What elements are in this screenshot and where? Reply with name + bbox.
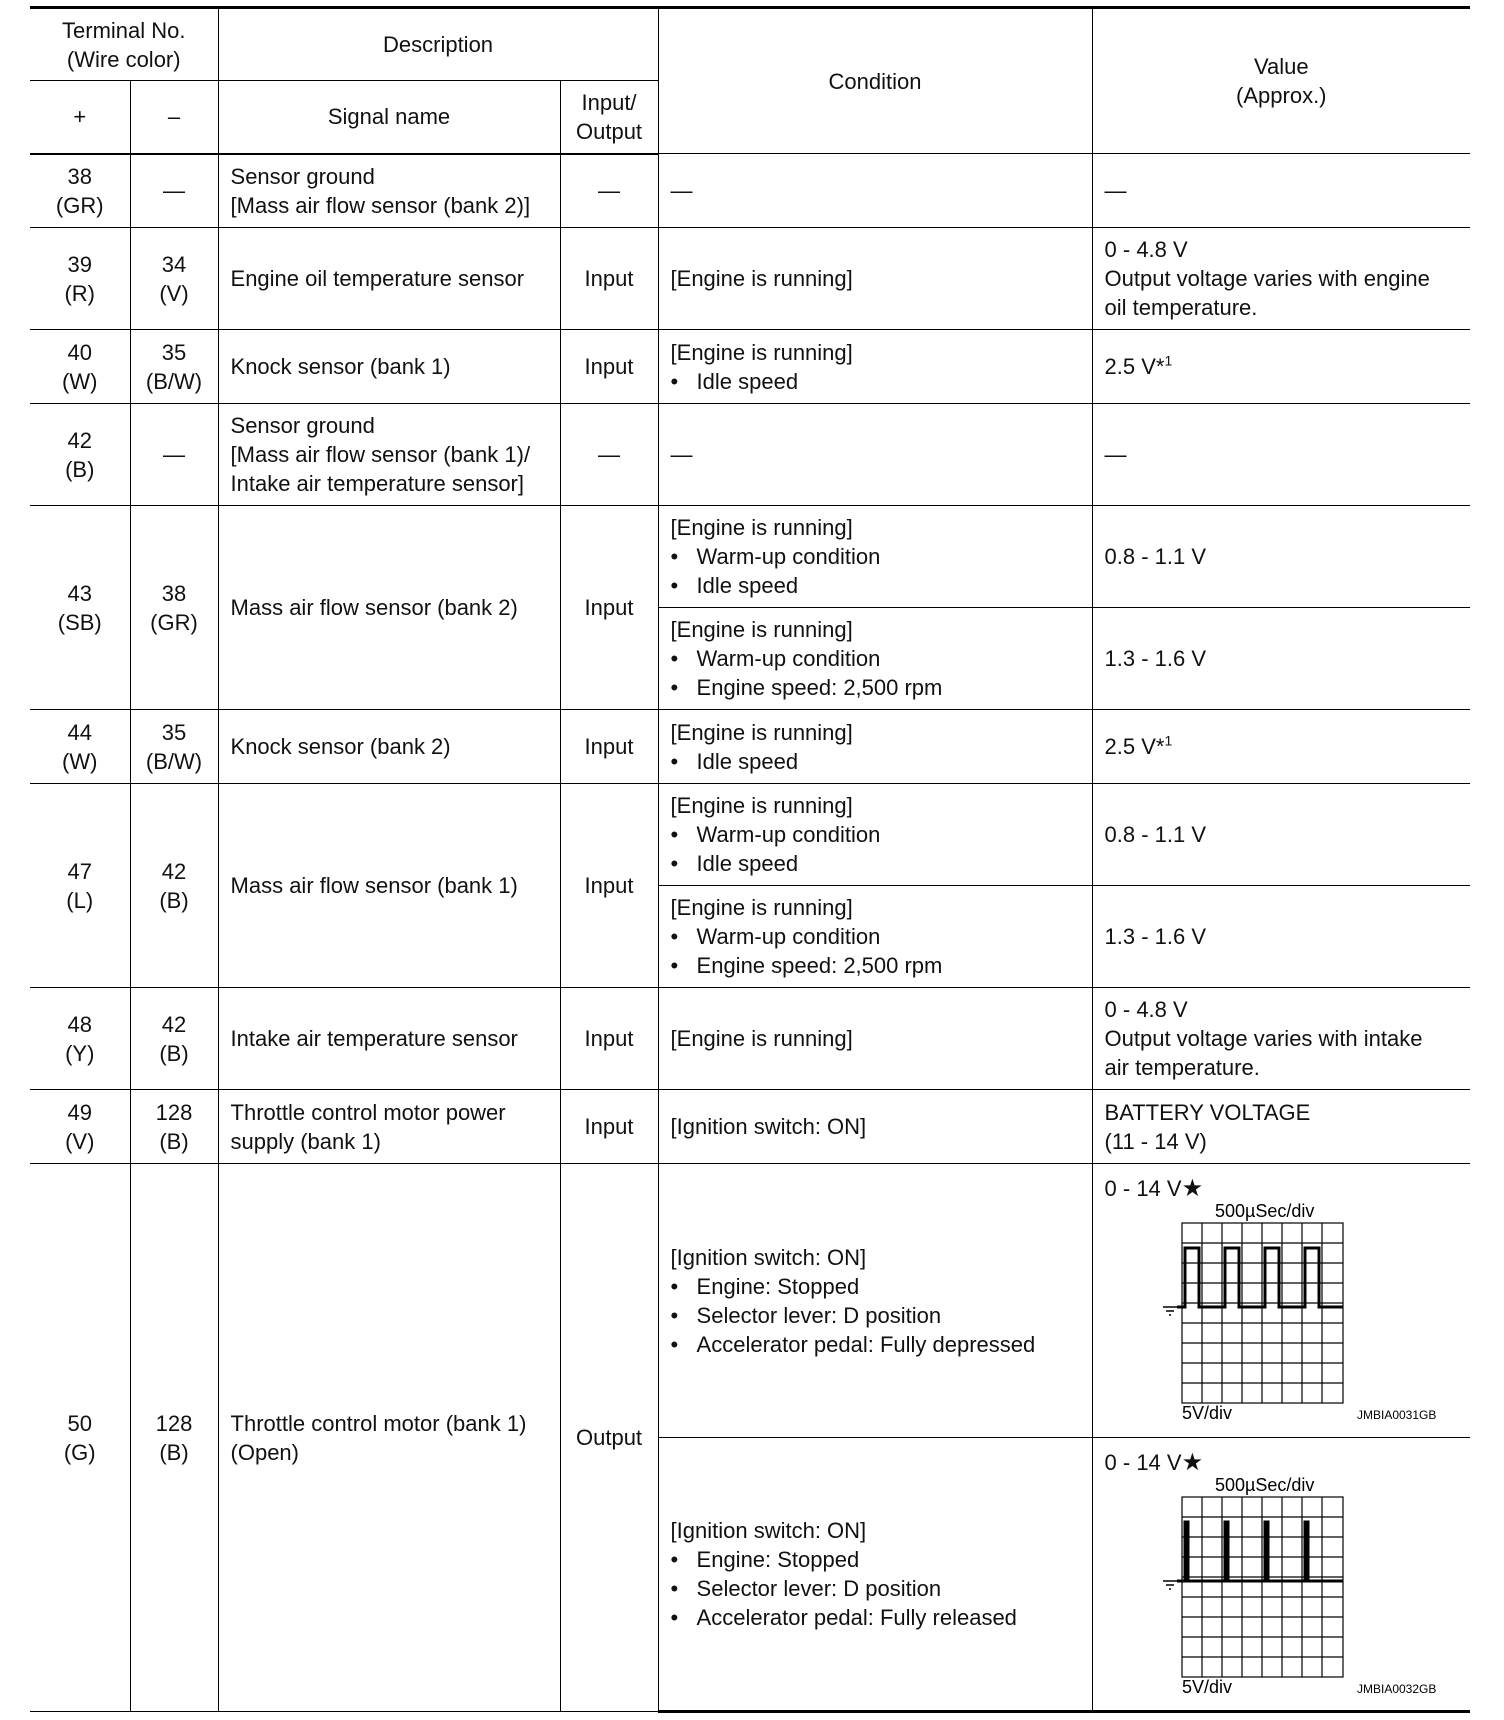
terminal-plus: 44 (W) [30, 710, 130, 784]
description-header: Description [218, 8, 658, 81]
ecm-terminal-table [30, 6, 1470, 1713]
terminal-plus: 50 (G) [30, 1164, 130, 1712]
signal-name: Intake air temperature sensor [218, 988, 560, 1090]
terminal-plus: 39 (R) [30, 228, 130, 330]
terminal-minus: 35 (B/W) [130, 710, 218, 784]
ground-icon [1163, 1581, 1177, 1589]
table-row [30, 710, 1470, 784]
value: — [1092, 404, 1470, 506]
io-type: Input [560, 710, 658, 784]
plus-header: + [30, 81, 130, 154]
time-div-label: 500µSec/div [1214, 1203, 1314, 1221]
value: 1.3 - 1.6 V [1092, 886, 1470, 988]
volt-div-label: 5V/div [1181, 1677, 1232, 1697]
condition: — [658, 154, 1092, 228]
value: BATTERY VOLTAGE (11 - 14 V) [1092, 1090, 1470, 1164]
condition: [Ignition switch: ON] • Engine: Stopped • Selector lever: D position • Accelerator pedal: Fully released [658, 1438, 1092, 1712]
condition-header: Condition [658, 8, 1092, 154]
table-row [30, 228, 1470, 330]
value-text: 0 - 14 V [1104, 1176, 1182, 1201]
terminal-minus: 34 (V) [130, 228, 218, 330]
terminal-minus: 38 (GR) [130, 506, 218, 710]
table-row [30, 1164, 1470, 1438]
terminal-plus: 40 (W) [30, 330, 130, 404]
signal-name: Sensor ground [Mass air flow sensor (bank 2)] [218, 154, 560, 228]
condition: [Ignition switch: ON] [658, 1090, 1092, 1164]
table-row [30, 988, 1470, 1090]
terminal-minus: 128 (B) [130, 1164, 218, 1712]
value-waveform [1092, 1164, 1470, 1438]
table-row [30, 330, 1470, 404]
input-output-header: Input/ Output [560, 81, 658, 154]
oscilloscope-waveform-released [1105, 1477, 1459, 1701]
io-type: Input [560, 1090, 658, 1164]
io-type: — [560, 404, 658, 506]
terminal-plus: 48 (Y) [30, 988, 130, 1090]
figure-code: JMBIA0032GB [1356, 1682, 1436, 1696]
oscilloscope-waveform-depressed [1105, 1203, 1459, 1427]
condition: [Engine is running] • Idle speed [658, 330, 1092, 404]
signal-name: Mass air flow sensor (bank 2) [218, 506, 560, 710]
value: 0.8 - 1.1 V [1092, 506, 1470, 608]
io-type: Input [560, 228, 658, 330]
table-row [30, 154, 1470, 228]
io-type: Output [560, 1164, 658, 1712]
ground-icon [1163, 1307, 1177, 1315]
value: — [1092, 154, 1470, 228]
terminal-plus: 38 (GR) [30, 154, 130, 228]
condition: [Engine is running] • Warm-up condition • Engine speed: 2,500 rpm [658, 886, 1092, 988]
condition: [Engine is running] • Warm-up condition • Idle speed [658, 506, 1092, 608]
signal-name-header: Signal name [218, 81, 560, 154]
terminal-minus: 35 (B/W) [130, 330, 218, 404]
terminal-minus: 128 (B) [130, 1090, 218, 1164]
io-type: Input [560, 784, 658, 988]
condition: [Engine is running] [658, 228, 1092, 330]
condition: [Engine is running] • Warm-up condition • Idle speed [658, 784, 1092, 886]
terminal-plus: 43 (SB) [30, 506, 130, 710]
oscilloscope-grid [1182, 1497, 1343, 1677]
value: 0 - 4.8 V Output voltage varies with engine oil temperature. [1092, 228, 1470, 330]
terminal-plus: 49 (V) [30, 1090, 130, 1164]
signal-name: Throttle control motor (bank 1) (Open) [218, 1164, 560, 1712]
table-row [30, 784, 1470, 886]
value-header: Value (Approx.) [1092, 8, 1470, 154]
value-text: 0 - 14 V [1104, 1450, 1182, 1475]
signal-name: Knock sensor (bank 1) [218, 330, 560, 404]
condition: [Engine is running] [658, 988, 1092, 1090]
condition: — [658, 404, 1092, 506]
signal-name: Knock sensor (bank 2) [218, 710, 560, 784]
io-type: Input [560, 988, 658, 1090]
terminal-plus: 42 (B) [30, 404, 130, 506]
signal-name: Engine oil temperature sensor [218, 228, 560, 330]
table-row [30, 506, 1470, 608]
terminal-no-header: Terminal No. (Wire color) [30, 8, 218, 81]
table-row [30, 1090, 1470, 1164]
terminal-minus: — [130, 154, 218, 228]
condition: [Ignition switch: ON] • Engine: Stopped • Selector lever: D position • Accelerator pedal: Fully depressed [658, 1164, 1092, 1438]
value-waveform [1092, 1438, 1470, 1712]
signal-name: Sensor ground [Mass air flow sensor (bank 1)/ Intake air temperature sensor] [218, 404, 560, 506]
condition: [Engine is running] • Warm-up condition • Engine speed: 2,500 rpm [658, 608, 1092, 710]
volt-div-label: 5V/div [1181, 1403, 1232, 1423]
value: 1.3 - 1.6 V [1092, 608, 1470, 710]
terminal-minus: — [130, 404, 218, 506]
value: 0 - 4.8 V Output voltage varies with intake air temperature. [1092, 988, 1470, 1090]
terminal-plus: 47 (L) [30, 784, 130, 988]
star-icon: ★ [1181, 1175, 1204, 1202]
io-type: Input [560, 506, 658, 710]
table-row [30, 404, 1470, 506]
terminal-minus: 42 (B) [130, 988, 218, 1090]
signal-name: Throttle control motor power supply (bank 1) [218, 1090, 560, 1164]
value: 2.5 V*$^1$ [1092, 710, 1470, 784]
io-type: — [560, 154, 658, 228]
condition: [Engine is running] • Idle speed [658, 710, 1092, 784]
value: 0.8 - 1.1 V [1092, 784, 1470, 886]
terminal-minus: 42 (B) [130, 784, 218, 988]
time-div-label: 500µSec/div [1214, 1477, 1314, 1495]
signal-name: Mass air flow sensor (bank 1) [218, 784, 560, 988]
figure-code: JMBIA0031GB [1356, 1408, 1436, 1422]
minus-header: – [130, 81, 218, 154]
star-icon: ★ [1181, 1449, 1204, 1476]
value: 2.5 V*$^1$ [1092, 330, 1470, 404]
io-type: Input [560, 330, 658, 404]
